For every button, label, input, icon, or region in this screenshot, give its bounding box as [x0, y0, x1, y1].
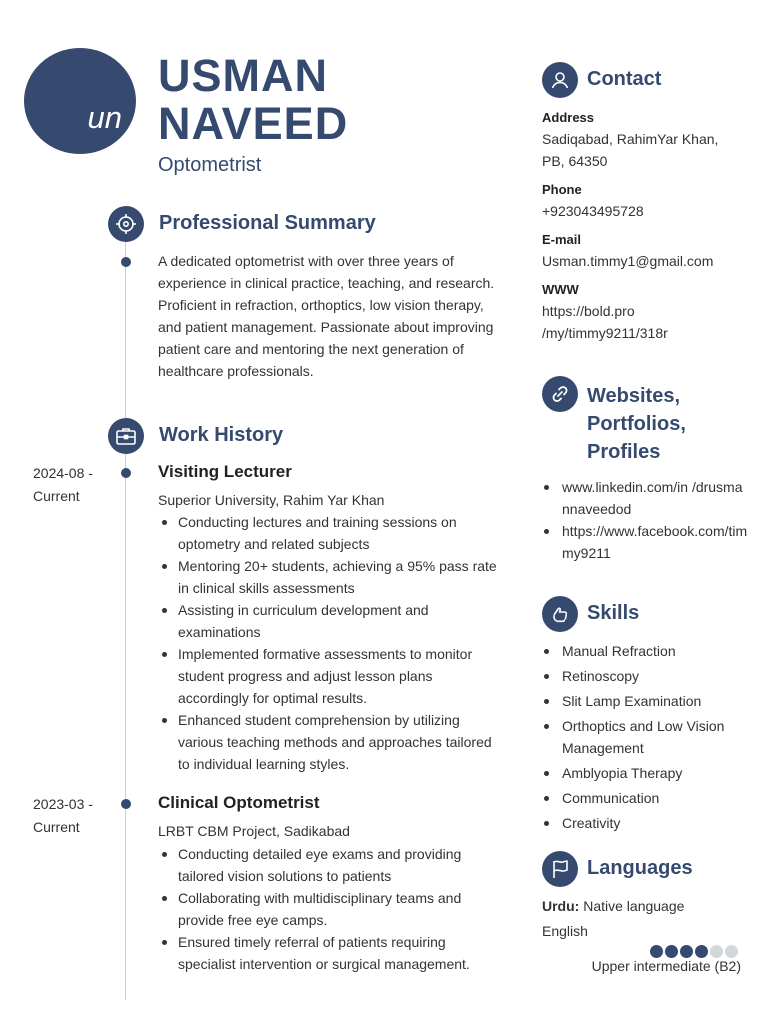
job-company: Superior University, Rahim Yar Khan	[158, 492, 385, 508]
timeline-dot	[121, 468, 131, 478]
skills-list	[542, 640, 748, 837]
website-link[interactable]: https://www.facebook.com/timmy9211	[542, 520, 748, 564]
link-icon	[542, 376, 578, 412]
www-label: WWW	[542, 282, 579, 297]
summary-icon	[108, 206, 144, 242]
timeline-line	[125, 236, 126, 1000]
list-item: Conducting lectures and training sessions on optometry and related subjects	[158, 511, 506, 555]
list-item: Implemented formative assessments to monitor student progress and adjust lesson plans accordingly for optimal results.	[158, 643, 506, 709]
flag-icon	[542, 851, 578, 887]
skill-item: Creativity	[542, 812, 748, 834]
websites-heading	[587, 382, 686, 466]
skills-heading: Skills	[587, 602, 640, 624]
list-item: Assisting in curriculum development and examinations	[158, 599, 506, 643]
skill-item: Retinoscopy	[542, 665, 748, 687]
hand-icon	[542, 596, 578, 632]
rating-dot	[650, 945, 663, 958]
address-label: Address	[542, 110, 595, 125]
list-item: Mentoring 20+ students, achieving a 95% pass rate in clinical skills assessments	[158, 555, 506, 599]
contact-heading: Contact	[587, 68, 662, 90]
list-item: Enhanced student comprehension by utilizing various teaching methods and approaches tailored to individual learning styles.	[158, 709, 506, 775]
job-date-end: Current	[33, 488, 80, 504]
language-english: English	[542, 923, 588, 939]
language-urdu-label: Urdu:	[542, 898, 580, 914]
list-item: Conducting detailed eye exams and providing tailored vision solutions to patients	[158, 843, 506, 887]
skill-item: Slit Lamp Examination	[542, 690, 748, 712]
rating-dot	[710, 945, 723, 958]
list-item: Collaborating with multidisciplinary teams and provide free eye camps.	[158, 887, 506, 931]
websites-heading-line: Profiles	[587, 441, 661, 463]
language-urdu	[542, 895, 752, 917]
last-name: NAVEED	[158, 98, 349, 149]
email-label: E-mail	[542, 232, 582, 247]
job-date-end: Current	[33, 819, 80, 835]
person-icon	[542, 62, 578, 98]
website-link[interactable]: www.linkedin.com/in /drusmannaveedod	[542, 476, 748, 520]
www-line: /my/timmy9211/318r	[542, 325, 668, 341]
job-date-start: 2023-03 -	[33, 796, 93, 812]
job-bullets	[158, 511, 506, 775]
summary-heading: Professional Summary	[159, 212, 376, 234]
briefcase-icon	[108, 418, 144, 454]
websites-heading-line: Portfolios,	[587, 413, 686, 435]
www-line: https://bold.pro	[542, 303, 635, 319]
job-date-start: 2024-08 -	[33, 465, 93, 481]
candidate-name	[158, 52, 348, 148]
list-item: Ensured timely referral of patients requiring specialist intervention or surgical management.	[158, 931, 506, 975]
language-urdu-level: Native language	[583, 898, 685, 914]
language-english-level: Upper intermediate (B2)	[591, 958, 741, 974]
job-date	[33, 462, 93, 508]
www-value[interactable]	[542, 300, 752, 344]
skill-item: Orthoptics and Low Vision Management	[542, 715, 748, 759]
address-value: Sadiqabad, RahimYar Khan, PB, 64350	[542, 131, 719, 169]
job-company: LRBT CBM Project, Sadikabad	[158, 823, 350, 839]
skill-item: Manual Refraction	[542, 640, 748, 662]
websites-heading-line: Websites,	[587, 385, 680, 407]
skill-item: Communication	[542, 787, 748, 809]
summary-text: A dedicated optometrist with over three years of experience in clinical practice, teaching, and research. Proficient in refraction, orthoptics, low vision therapy, and patient management. Passionate about improving patient care and mentoring the next generation of healthcare professionals.	[158, 253, 495, 379]
email-value[interactable]: Usman.timmy1@gmail.com	[542, 253, 714, 269]
timeline-dot	[121, 257, 131, 267]
languages-heading: Languages	[587, 857, 693, 879]
first-name: USMAN	[158, 50, 328, 101]
job-title: Visiting Lecturer	[158, 462, 292, 481]
phone-label: Phone	[542, 182, 582, 197]
monogram-text: un	[87, 100, 122, 135]
rating-dot	[680, 945, 693, 958]
skill-item: Amblyopia Therapy	[542, 762, 748, 784]
monogram-avatar	[24, 48, 136, 154]
timeline-dot	[121, 799, 131, 809]
job-date	[33, 793, 93, 839]
websites-list	[542, 476, 748, 564]
rating-dot	[725, 945, 738, 958]
job-title: Clinical Optometrist	[158, 793, 320, 812]
rating-dot	[695, 945, 708, 958]
phone-value: +923043495728	[542, 203, 644, 219]
job-bullets	[158, 843, 506, 975]
language-rating	[650, 945, 738, 958]
rating-dot	[665, 945, 678, 958]
work-heading: Work History	[159, 424, 284, 446]
job-title: Optometrist	[158, 154, 262, 176]
